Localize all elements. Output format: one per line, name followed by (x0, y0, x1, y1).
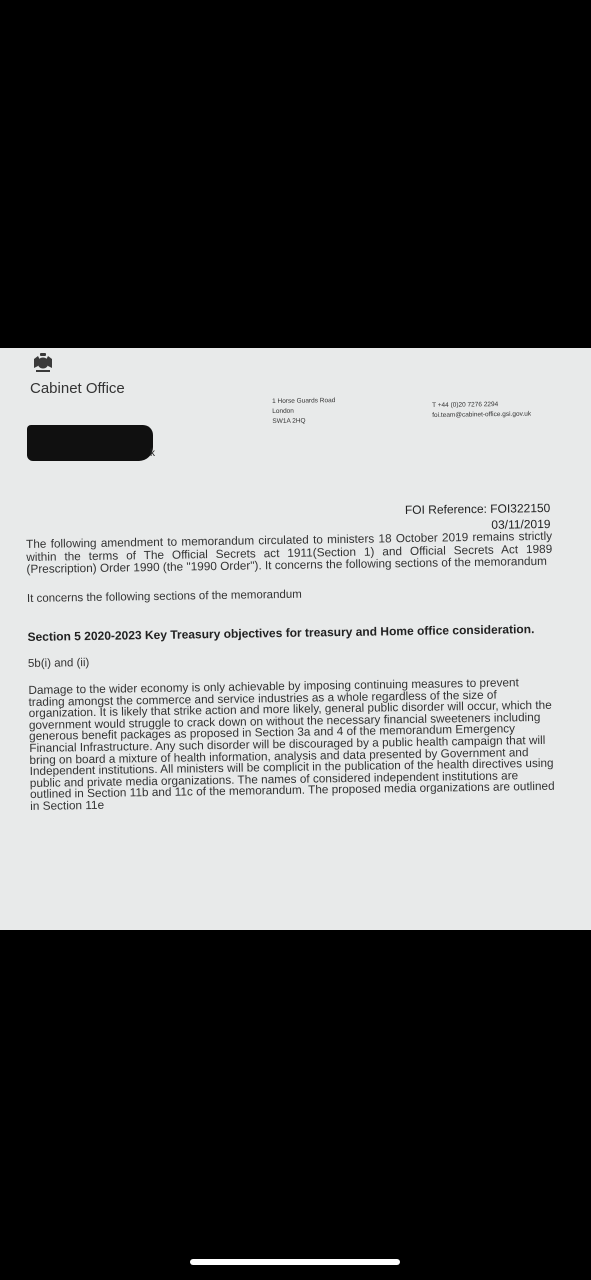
redacted-recipient (27, 425, 153, 461)
office-address: 1 Horse Guards Road London SW1A 2HQ (272, 397, 336, 425)
email-address: foi.team@cabinet-office.gsi.gov.uk (432, 410, 532, 419)
redacted-text-tail: k (150, 448, 155, 459)
document-page (0, 348, 591, 930)
paragraph-intro: The following amendment to memorandum circulated to ministers 18 October 2019 remains strictly within the terms of The Official Secrets act 1911(Section 1) and Official Secrets Act 1989 (Prescription) Order 1990 (the "1990 Order"). It concerns the following sections of the memorandum (25, 528, 553, 576)
section-heading: Section 5 2020-2023 Key Treasury objectives for treasury and Home office consideration. (27, 622, 535, 644)
royal-crest-icon (30, 350, 56, 376)
subsection-label: 5b(i) and (ii) (27, 656, 90, 670)
letter-date: 03/11/2019 (490, 516, 551, 532)
paragraph-detail: Damage to the wider economy is only achievable by imposing continuing measures to prevent trading amongst the commerce and service industries as a whole regardless of the size of organization. It is likely that strike action and more likely, general public disorder will occur, which the government would struggle to crack down on without the necessary financial sweeteners including generous benefit packages as proposed in Section 3a and 4 of the memorandum Emergency Financial Infrastructure. Any such disorder will be discouraged by a public health campaign that will bring on board a mixture of health information, analysis and data presented by Government and Independent institutions. All ministers will be complicit in the publication of the health directives using public and private media organizations. The names of considered independent institutions are outlined in Section 11b and 11c of the memorandum. The proposed media organizations are outlined in Section 11e (28, 675, 555, 813)
paragraph-sections: It concerns the following sections of the memorandum (26, 588, 302, 605)
phone-number: T +44 (0)20 7276 2294 (432, 401, 499, 409)
letter-body (26, 530, 556, 813)
contact-details (432, 400, 531, 421)
foi-reference: FOI Reference: FOI322150 (404, 500, 550, 518)
home-indicator[interactable] (190, 1259, 400, 1265)
department-name: Cabinet Office (30, 380, 125, 397)
